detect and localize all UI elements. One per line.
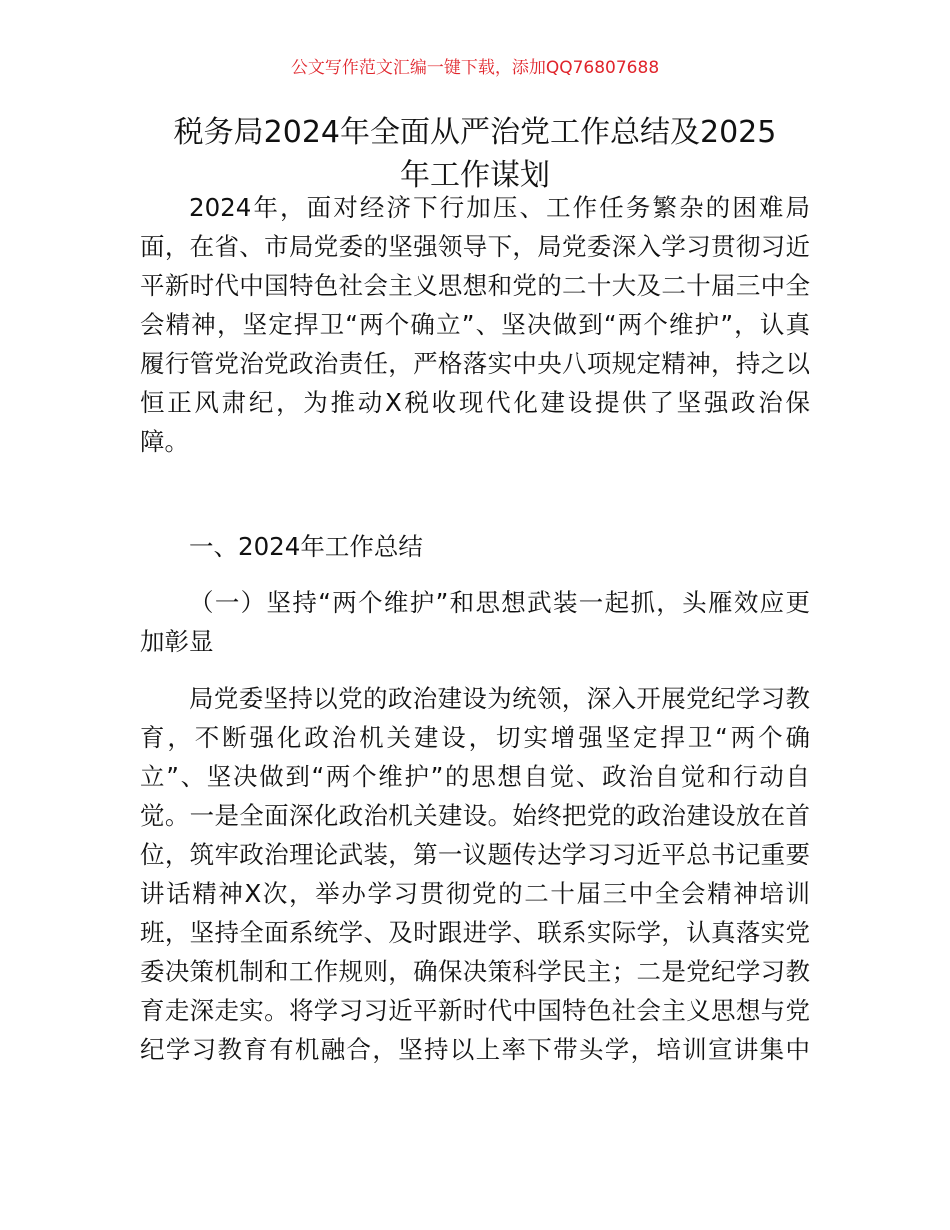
paragraph-1-line: 平新时代中国特色社会主义思想和党的二十大及二十届三中全 [140,271,810,300]
paragraph-4-line: 班，坚持全面系统学、及时跟进学、联系实际学，认真落实党 [140,918,810,947]
document-title-line-1: 税务局2024年全面从严治党工作总结及2025 [173,115,777,150]
paragraph-1-line: 恒正风肃纪，为推动X税收现代化建设提供了坚强政治保 [140,388,810,417]
paragraph-2-line: 一、2024年工作总结 [189,532,423,561]
paragraph-1-line: 会精神，坚定捍卫“两个确立”、坚决做到“两个维护”，认真 [140,310,810,339]
watermark-download-notice: 公文写作范文汇编一键下载，添加QQ76807688 [290,58,660,78]
paragraph-4-line: 纪学习教育有机融合，坚持以上率下带头学，培训宣讲集中 [140,1035,810,1064]
paragraph-4-line: 育走深走实。将学习习近平新时代中国特色社会主义思想与党 [140,996,810,1025]
paragraph-4-line: 局党委坚持以党的政治建设为统领，深入开展党纪学习教 [189,684,810,713]
paragraph-4-line: 觉。一是全面深化政治机关建设。始终把党的政治建设放在首 [140,801,810,830]
paragraph-1-line: 面，在省、市局党委的坚强领导下，局党委深入学习贯彻习近 [140,232,810,261]
paragraph-4-line: 讲话精神X次，举办学习贯彻党的二十届三中全会精神培训 [140,879,810,908]
paragraph-3-line: 加彰显 [140,627,214,656]
paragraph-1-line: 障。 [140,427,189,456]
paragraph-4-line: 立”、坚决做到“两个维护”的思想自觉、政治自觉和行动自 [140,762,810,791]
paragraph-1-line: 2024年，面对经济下行加压、工作任务繁杂的困难局 [189,193,810,222]
paragraph-4-line: 位，筑牢政治理论武装，第一议题传达学习习近平总书记重要 [140,840,810,869]
paragraph-4-line: 育，不断强化政治机关建设，切实增强坚定捍卫“两个确 [140,723,810,752]
paragraph-3-line: （一）坚持“两个维护”和思想武装一起抓，头雁效应更 [189,588,810,617]
paragraph-1-line: 履行管党治党政治责任，严格落实中央八项规定精神，持之以 [140,349,810,378]
document-title-line-2: 年工作谋划 [400,158,550,193]
paragraph-4-line: 委决策机制和工作规则，确保决策科学民主；二是党纪学习教 [140,957,810,986]
